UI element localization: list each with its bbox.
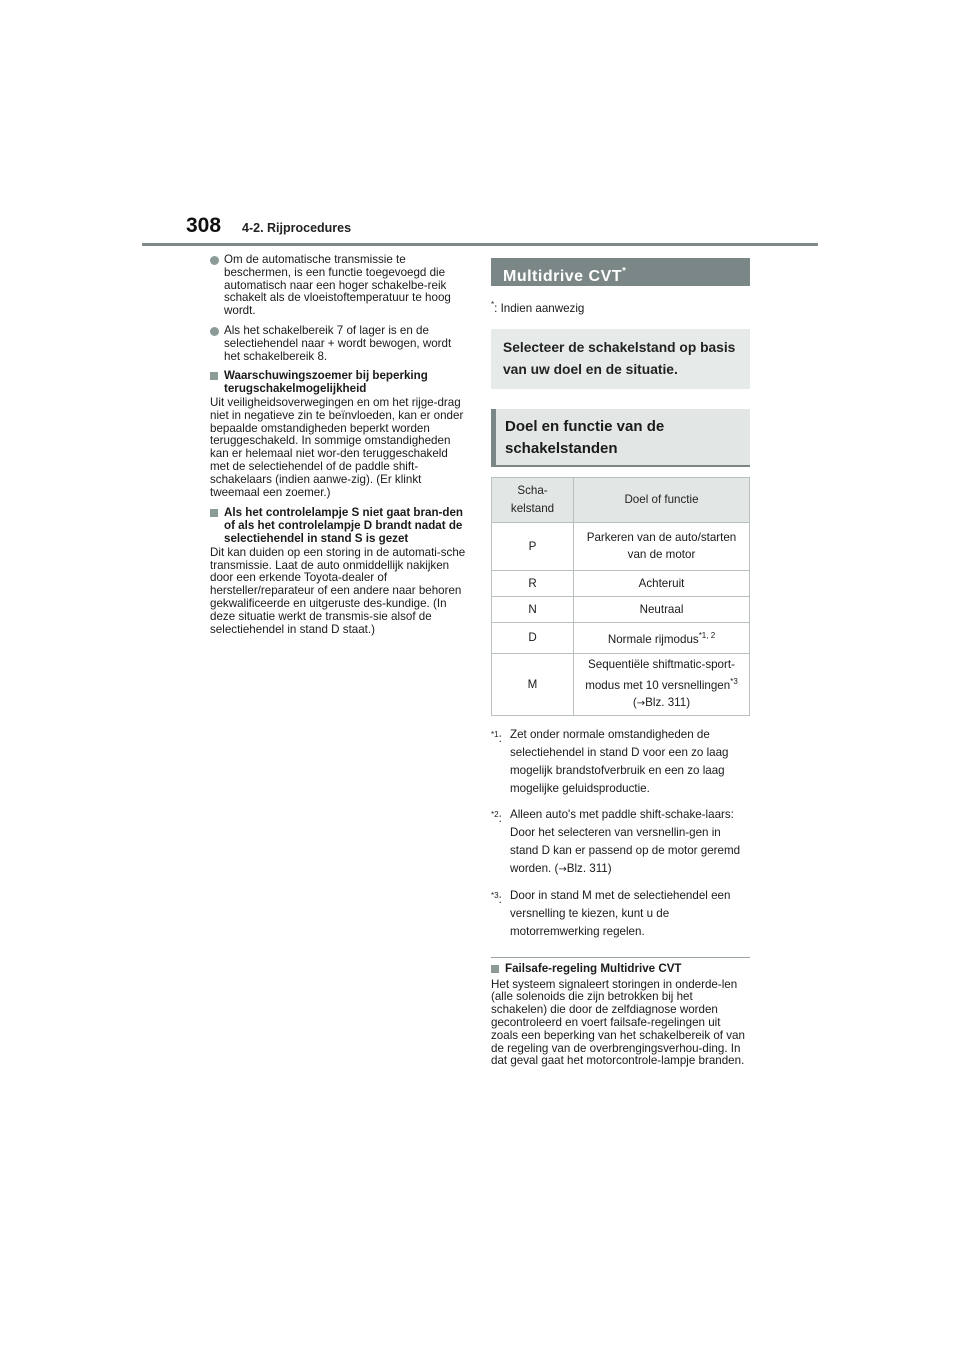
table-header-position: Scha-kelstand xyxy=(492,477,574,522)
footnote-text: Door in stand M met de selectiehendel een versnelling te kiezen, kunt u de motorremwerking regelen. xyxy=(510,888,731,938)
table-row xyxy=(492,622,750,653)
table-row xyxy=(492,522,750,570)
paragraph-failsafe: Het systeem signaleert storingen in onderde-len (alle solenoids die zijn betrokken bij het schakelen) die door de zelfdiagnose worden gecontroleerd en voert failsafe-regelingen uit zoals een beperking van het schakelbereik of van de regeling van de overbrengingsverhou-ding. In dat geval gaat het motorcontrole-lampje branden. xyxy=(491,977,745,1068)
note-mark: * xyxy=(491,300,495,309)
section-heading-zoemer: Waarschuwingszoemer bij beperking terugschakelmogelijkheid xyxy=(210,370,468,396)
footnote-ref: *1, 2 xyxy=(698,631,716,641)
table-cell-function: Sequentiële shiftmatic-sport-modus met 10 versnellingen$^{*3}$ (→Blz. 311) xyxy=(574,653,750,715)
table-cell-position: R xyxy=(492,570,574,596)
bullet-text: Als het schakelbereik 7 of lager is en de selectiehendel naar + wordt bewogen, wordt het schakelbereik 8. xyxy=(224,323,452,363)
footnote-mark: *2 xyxy=(491,809,499,819)
table-row xyxy=(492,653,750,715)
bullet-dot-icon xyxy=(210,327,219,336)
bullet-text: Om de automatische transmissie te beschermen, is een functie toegevoegd die automatisch naar een hoger schakelbe-reik schakelt als de vloeistoftemperatuur te hoog wordt. xyxy=(224,253,451,318)
page-reference: Blz. 311) xyxy=(566,861,612,875)
note-text: : Indien aanwezig xyxy=(494,302,585,315)
bullet-dot-icon xyxy=(210,256,219,265)
table-cell-position: N xyxy=(492,596,574,622)
bullet-item xyxy=(210,325,468,363)
availability-note xyxy=(491,299,750,316)
instruction-box: Selecteer de schakelstand op basis van uw doel en de situatie. xyxy=(491,329,750,389)
table-cell-function: Parkeren van de auto/starten van de motor xyxy=(574,522,750,570)
table-row xyxy=(492,570,750,596)
footnote-mark: *3 xyxy=(491,890,499,900)
banner-mark: * xyxy=(622,266,627,277)
arrow-right-icon: → xyxy=(558,863,567,875)
square-bullet-icon xyxy=(491,965,499,973)
square-bullet-icon xyxy=(210,509,218,517)
bullet-item xyxy=(210,254,468,318)
table-title: Doel en functie van de schakelstanden xyxy=(491,409,750,467)
left-column xyxy=(210,254,468,644)
table-header-function: Doel of functie xyxy=(574,477,750,522)
footnote-mark: *1 xyxy=(491,729,499,739)
page-reference: Blz. 311) xyxy=(645,696,691,710)
footnote-list xyxy=(491,726,750,941)
section-title: 4-2. Rijprocedures xyxy=(242,221,352,235)
header-rule xyxy=(142,243,818,246)
table-cell-function: Achteruit xyxy=(574,570,750,596)
table-cell-function: Neutraal xyxy=(574,596,750,622)
right-column xyxy=(491,258,750,1076)
page-number: 308 xyxy=(186,214,222,237)
paragraph-controlelampje: Dit kan duiden op een storing in de automati-sche transmissie. Laat de auto onmiddellijk nakijken door een erkende Toyota-dealer of hersteller/reparateur of een andere naar behoren gekwalificeerde en uitgeruste des-kundige. (In deze situatie werkt de transmis-sie alsof de selectiehendel in stand D staat.) xyxy=(210,545,466,636)
paragraph-zoemer: Uit veiligheidsoverwegingen en om het rijge-drag niet in negatieve zin te beïnvloeden, kan er onder bepaalde omstandigheden beperkt worden teruggeschakeld. In sommige omstandigheden kan er helemaal niet wor-den teruggeschakeld met de selectiehendel of de paddle shift-schakelaars (indien aanwe-zig). (Er klinkt tweemaal een zoemer.) xyxy=(210,395,464,499)
footnote-text: Zet onder normale omstandigheden de selectiehendel in stand D voor een zo laag mogelijk brandstofverbruik en een zo laag mogelijke geluidsproductie. xyxy=(510,727,729,795)
footnote: $^{*3}$: Door in stand M met de selectiehendel een versnelling te kiezen, kunt u de motorremwerking regelen. xyxy=(491,887,750,941)
section-heading-controlelampje: Als het controlelampje S niet gaat bran-den of als het controlelampje D brandt nadat de selectiehendel in stand S is gezet xyxy=(210,507,468,545)
table-header-row xyxy=(492,477,750,522)
shift-position-table xyxy=(491,477,750,716)
table-row xyxy=(492,596,750,622)
page-header xyxy=(186,214,351,238)
table-cell-function: Normale rijmodus$^{*1, 2}$ xyxy=(574,622,750,653)
square-bullet-icon xyxy=(210,372,218,380)
footnote: $^{*2}$: Alleen auto's met paddle shift-schake-laars: Door het selecteren van versnellin-gen in stand D kan er passend op de motor geremd worden. (→Blz. 311) xyxy=(491,806,750,879)
table-cell-position: D xyxy=(492,622,574,653)
section-banner xyxy=(491,258,750,286)
table-cell-position: M xyxy=(492,653,574,715)
table-cell-position: P xyxy=(492,522,574,570)
footnote: $^{*1}$: Zet onder normale omstandigheden de selectiehendel in stand D voor een zo laag mogelijk brandstofverbruik en een zo laag mogelijke geluidsproductie. xyxy=(491,726,750,798)
footnote-text: Alleen auto's met paddle shift-schake-laars: Door het selecteren van versnellin-gen in stand D kan er passend op de motor geremd worden. (→Blz. 311) xyxy=(510,807,741,875)
section-heading-failsafe: Failsafe-regeling Multidrive CVT xyxy=(491,963,750,976)
section-divider xyxy=(491,957,750,1068)
arrow-right-icon: → xyxy=(636,698,646,710)
banner-title: Multidrive CVT xyxy=(503,268,623,285)
footnote-ref: *3 xyxy=(730,677,738,687)
